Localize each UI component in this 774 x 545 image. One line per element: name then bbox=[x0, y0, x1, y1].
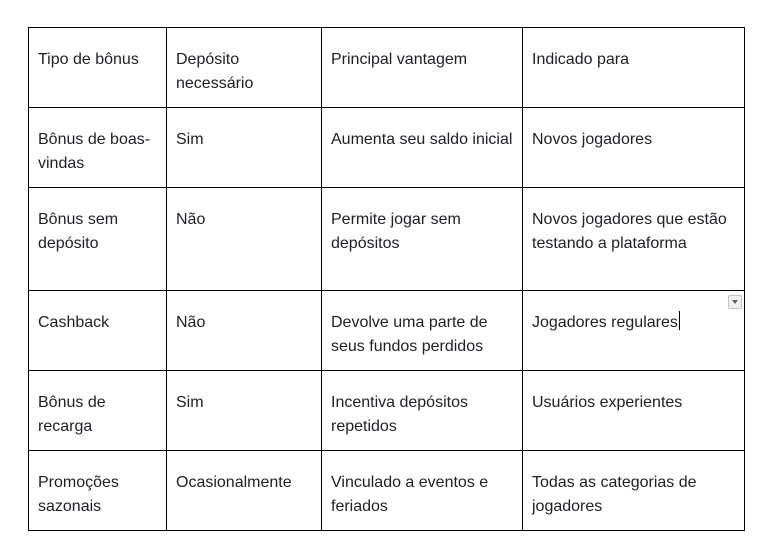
cell-text: Novos jogadores bbox=[532, 131, 653, 148]
table-row bbox=[29, 291, 745, 371]
column-header: Indicado para bbox=[532, 51, 629, 68]
cell-text: Sim bbox=[176, 131, 204, 148]
bonus-comparison-table bbox=[28, 27, 745, 531]
table-cell[interactable] bbox=[322, 451, 523, 531]
table-cell[interactable] bbox=[29, 108, 167, 188]
table-cell[interactable] bbox=[167, 291, 322, 371]
table-row bbox=[29, 451, 745, 531]
table-cell[interactable] bbox=[322, 188, 523, 291]
cell-text: Vinculado a eventos e feriados bbox=[331, 474, 489, 515]
table-row bbox=[29, 108, 745, 188]
table-cell[interactable] bbox=[29, 291, 167, 371]
table-cell[interactable] bbox=[523, 451, 745, 531]
cell-text: Aumenta seu saldo inicial bbox=[331, 131, 513, 148]
cell-text: Não bbox=[176, 314, 206, 331]
table-cell[interactable] bbox=[322, 371, 523, 451]
table-cell-active[interactable] bbox=[523, 291, 745, 371]
cell-text: Incentiva depósitos repetidos bbox=[331, 394, 468, 435]
cell-text: Sim bbox=[176, 394, 204, 411]
table-cell[interactable] bbox=[167, 108, 322, 188]
cell-text: Permite jogar sem depósitos bbox=[331, 211, 461, 252]
cell-text: Não bbox=[176, 211, 206, 228]
table-cell[interactable] bbox=[322, 108, 523, 188]
cell-text: Usuários experientes bbox=[532, 394, 683, 411]
table-cell[interactable] bbox=[523, 188, 745, 291]
table-cell[interactable] bbox=[29, 28, 167, 108]
table-cell[interactable] bbox=[29, 188, 167, 291]
table-cell[interactable] bbox=[167, 188, 322, 291]
cell-text: Bônus de recarga bbox=[38, 394, 106, 435]
table-cell[interactable] bbox=[322, 291, 523, 371]
table-cell[interactable] bbox=[167, 451, 322, 531]
cell-text: Devolve uma parte de seus fundos perdidos bbox=[331, 314, 488, 355]
table-cell[interactable] bbox=[523, 28, 745, 108]
cell-text: Novos jogadores que estão testando a plataforma bbox=[532, 211, 727, 252]
cell-text: Ocasionalmente bbox=[176, 474, 292, 491]
cell-text: Bônus sem depósito bbox=[38, 211, 119, 252]
table-cell[interactable] bbox=[167, 28, 322, 108]
cell-text: Bônus de boas-vindas bbox=[38, 131, 151, 172]
table-cell[interactable] bbox=[29, 371, 167, 451]
table-cell[interactable] bbox=[322, 28, 523, 108]
table-header-row bbox=[29, 28, 745, 108]
column-header: Principal vantagem bbox=[331, 51, 468, 68]
column-header: Tipo de bônus bbox=[38, 51, 139, 68]
table-cell[interactable] bbox=[167, 371, 322, 451]
table-row bbox=[29, 188, 745, 291]
chevron-down-icon bbox=[732, 300, 738, 304]
table-cell[interactable] bbox=[523, 108, 745, 188]
cell-text: Todas as categorias de jogadores bbox=[532, 474, 697, 515]
table-row bbox=[29, 371, 745, 451]
cell-text: Promoções sazonais bbox=[38, 474, 119, 515]
table-cell[interactable] bbox=[29, 451, 167, 531]
cell-text: Cashback bbox=[38, 314, 110, 331]
text-cursor bbox=[679, 311, 680, 330]
table-cell[interactable] bbox=[523, 371, 745, 451]
cell-text: Jogadores regulares bbox=[532, 314, 678, 331]
cell-menu-button[interactable] bbox=[728, 295, 742, 309]
column-header: Depósito necessário bbox=[176, 51, 254, 92]
